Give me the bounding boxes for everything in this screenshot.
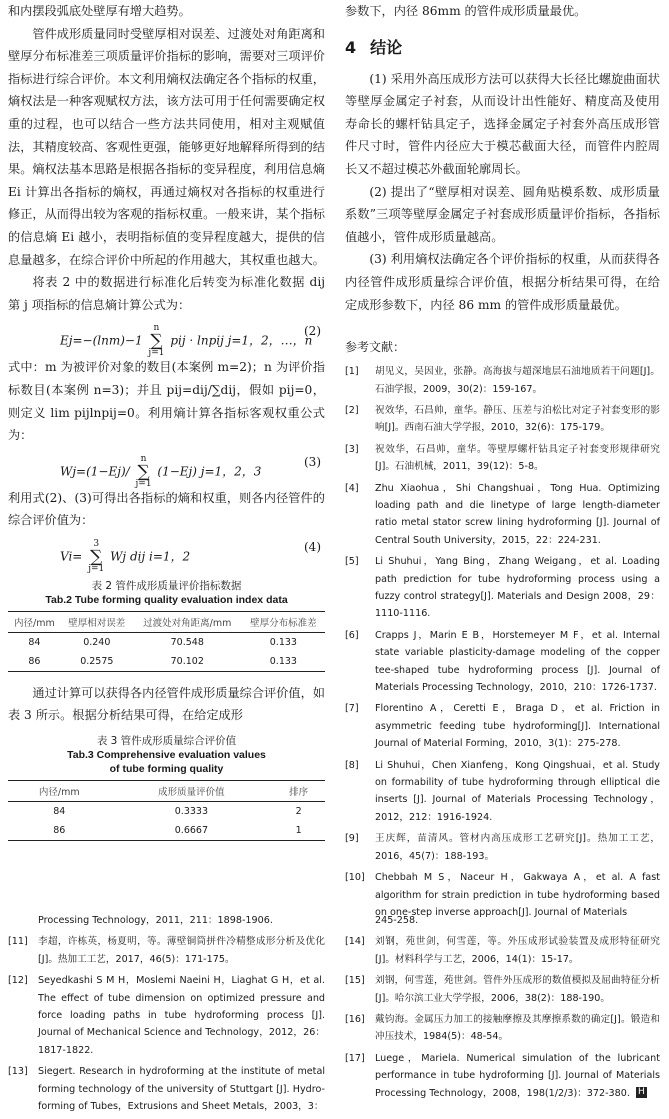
left-column [8, 0, 325, 841]
references-heading: 参考文献： [345, 340, 406, 355]
reference-item: [15] 刘钢，何雪莲，苑世剑。管件外压成形的数值模拟及屈曲特征分析[J]。哈尔滨工业大学学报，2006，38(2)：188-190。 [345, 975, 660, 1004]
equation-lhs: Vi= [60, 549, 83, 564]
table-cell: 2 [295, 806, 302, 818]
body-text: 管件成形质量同时受壁厚相对误差、过渡处对角距离和壁厚分布标准差三项质量评价指标的影响，需要对三项评价指标进行综合评价。本文利用熵权法确定各个指标的权重，熵权法是一种客观赋权方法，该方法可用于任何需要确定权重的过程，也可以结合一些方法共同使用，相对主观赋值法，其精度较高、客观性更强，能够更好地解释所得到的结果。熵权法基本思路是根据各指标的变异程度，利用信息熵 Ei 计算出各指标的熵权，再通过熵权对各指标的权重进行修正，从而得出较为客观的指标权重。一般来讲，某个指标的信息熵 Ei 越小，表明指标值的变异程度越大，提供的信息量越多，在综合评价中所起的作用越大，其权重也越大。 [8, 26, 325, 267]
table-caption-cn: 表 3 管件成形质量综合评价值 [96, 735, 237, 748]
body-text: 参数下，内径 86mm 的管件成形质量最优。 [345, 4, 587, 18]
summation-symbol: 3 ∑ j=1 [88, 538, 105, 574]
reference-item: [5] Li Shuhui，Yang Bing，Zhang Weigang，et al. Loading path prediction for tube hydroforming process using a fuzzy control strategy[J]. Materials and Design 2008，29：1110-1116. [345, 556, 660, 620]
section-heading [345, 35, 660, 58]
journal-end-mark-icon: H [636, 1087, 647, 1098]
table-3 [8, 780, 325, 841]
equation-rhs: pij · lnpij j=1，2，…，n [170, 333, 313, 348]
table-cell: 0.2575 [61, 652, 133, 672]
reference-item: [7] Florentino A，Ceretti E，Braga D，et al. Friction in asymmetric feeding tube hydroforming[J]. International Journal of Material Forming，2010，3(1)：275-278. [345, 703, 660, 750]
table-cell: 0.133 [242, 652, 325, 672]
section-title: 结论 [370, 37, 403, 57]
reference-item: [2] 祝效华，石昌帅，童华。静压、压差与泊松比对定子衬套变形的影响[J]。西南石油大学学报，2010，32(6)：175-179。 [345, 404, 660, 434]
table-header: 内径/mm [8, 611, 61, 632]
summation-symbol: n ∑ j=1 [148, 323, 165, 359]
table-caption-en: Tab.3 Comprehensive evaluation values [67, 749, 266, 762]
reference-item: [12] Seyedkashi S M H，Moslemi Naeini H，Liaghat G H，et al. The effect of tube dimension on optimized pressure and force loading paths in tube hydroforming process [J]. Journal of Mechanical Science and Technology，2012，26：1817-1822. [8, 975, 325, 1056]
equation-number: (3) [304, 454, 321, 469]
equation-number: (2) [304, 324, 321, 339]
equation-number: (4) [304, 539, 321, 554]
summation-symbol: n ∑ j=1 [135, 453, 152, 489]
table-cell: 84 [28, 636, 41, 648]
table-caption-cn: 表 2 管件成形质量评价指标数据 [91, 579, 242, 592]
table-cell: 0.240 [83, 636, 111, 648]
reference-item: [17] Luege，Mariela. Numerical simulation of the lubricant performance in tube hydroforming [J]. Journal of Materials Processing Technology，2008，198(1/2/3)：372-380. H [345, 1052, 660, 1099]
reference-item: [3] 祝效华，石昌帅，童华。等壁厚螺杆钻具定子衬套变形规律研究[J]。石油机械，2011，39(12)：5-8。 [345, 443, 660, 473]
table-header: 过渡处对角距离/mm [133, 611, 242, 632]
right-column [345, 0, 660, 925]
table-cell: 70.102 [133, 652, 242, 672]
equation-rhs: (1−Ej) j=1，2，3 [157, 464, 262, 479]
table-row [8, 821, 325, 841]
table-cell: 0.6667 [111, 821, 273, 841]
body-text: 通过计算可以获得各内径管件成形质量综合评价值，如表 3 所示。根据分析结果可得，在给定成形 [8, 685, 325, 723]
table-caption-en: Tab.2 Tube forming quality evaluation index data [45, 593, 288, 606]
table-row [8, 652, 325, 672]
table-cell: 1 [272, 821, 325, 841]
reference-item: [6] Crapps J，Marin E B，Horstemeyer M F，et al. Internal state variable plasticity-damage modeling of the copper tee-shaped tube hydroforming process [J]. Journal of Materials Processing Technology，2010，210：1726-1737. [345, 629, 660, 694]
reference-item: [14] 刘钢，苑世剑，何雪莲，等。外压成形试验装置及成形特征研究[J]。材料科学与工艺，2006，14(1)：15-17。 [345, 936, 660, 965]
table-header: 壁厚相对误差 [61, 611, 133, 632]
table-cell: 86 [8, 821, 111, 841]
reference-item: [8] Li Shuhui，Chen Xianfeng，Kong Qingshuai，et al. Study on formability of tube hydroforming through elliptical die inserts [J]. Journal of Materials Processing Technology，2012，212：1916-1924. [345, 759, 660, 823]
body-text: 和内摆段弧底处壁厚有增大趋势。 [8, 4, 191, 18]
reference-item: [10] Chebbah M S，Naceur H，Gakwaya A，et al. A fast algorithm for strain prediction in tube hydroforming based on one-step inverse approach[J]. Journal of Materials [345, 872, 660, 918]
section-number: 4 [345, 37, 357, 57]
conclusion-item: (3) 利用熵权法确定各个评价指标的权重，从而获得各内径管件成形质量综合评价值，根据分析结果可得，在给定成形参数下，内径 86 mm 的管件成形质量最优。 [345, 252, 660, 312]
equation-lhs: Wj=(1−Ej)/ [60, 464, 130, 479]
table-cell: 70.548 [170, 636, 204, 648]
table-header: 内径/mm [8, 781, 111, 802]
equation-3 [8, 447, 325, 487]
table-header: 壁厚分布标准差 [242, 611, 325, 632]
equation-rhs: Wj dij i=1，2 [110, 549, 191, 564]
table-header: 成形质量评价值 [111, 781, 273, 802]
table-cell: 84 [53, 806, 66, 818]
reference-item: [9] 王庆辉，苗清风。管材内高压成形工艺研究[J]。热加工工艺，2016，45(7)：188-193。 [345, 833, 660, 862]
conclusion-item: (2) 提出了“壁厚相对误差、圆角贴模系数、成形质量系数”三项等壁厚金属定子衬套成形质量评价指标，各指标值越小，管件成形质量越高。 [345, 184, 660, 244]
equation-2 [8, 316, 325, 359]
table-2 [8, 611, 325, 672]
table-header: 排序 [272, 781, 325, 802]
body-text: 利用式(2)、(3)可得出各指标的熵和权重，则各内径管件的综合评价值为： [8, 490, 325, 528]
reference-continuation: Processing Technology，2011，211：1898-1906. [38, 915, 273, 926]
table-cell: 0.133 [269, 636, 297, 648]
table-caption-en: of tube forming quality [109, 763, 224, 776]
references-bottom-left [8, 912, 325, 1119]
reference-item: [11] 李超，许栋英，杨夏明，等。薄壁铜筒拼件冷精整成形分析及优化[J]。热加工工艺，2017，46(5)：171-175。 [8, 936, 325, 965]
references-bottom-right [345, 912, 660, 1106]
table-row [8, 632, 325, 652]
reference-item: [16] 戴钧海。金属压力加工的接触摩擦及其摩擦系数的确定[J]。锻造和冲压技术，1984(5)：48-54。 [345, 1014, 660, 1043]
table-cell: 0.3333 [174, 806, 208, 818]
table-row [8, 802, 325, 822]
conclusion-item: (1) 采用外高压成形方法可以获得大长径比螺旋曲面状等壁厚金属定子衬套，从而设计出性能好、精度高及使用寿命长的螺杆钻具定子，选择金属定子衬套外高压成形管件尺寸时，管件内径应大于模芯截面大径，而管件内腔周长又不超过模芯外截面轮廓周长。 [345, 71, 660, 176]
reference-item: [13] Siegert. Research in hydroforming at the institute of metal forming technology of the university of Stuttgart [J]. Hydro-forming of Tubes，Extrusions and Sheet Metals，2003，3： [8, 1066, 325, 1113]
reference-item: [4] Zhu Xiaohua，Shi Changshuai，Tong Hua. Optimizing loading path and die linetype of large length-diameter ratio metal stator screw lining hydroforming [J]. Journal of Central South University，2015，22：224-231. [345, 482, 660, 546]
reference-item: [1] 胡见义，吴因业，张静。高海拔与超深地层石油地质若干问题[J]。石油学报，2009，30(2)：159-167。 [345, 366, 660, 395]
table-cell: 86 [8, 652, 61, 672]
body-text: 式中：m 为被评价对象的数目(本案例 m=2)；n 为评价指标数目(本案例 n=3)；并且 pij=dij/∑dij，假如 pij=0，则定义 lim pijlnpij=0。利用熵计算各指标客观权重公式为： [8, 360, 325, 443]
reference-continuation: 245-258. [375, 915, 419, 926]
equation-4 [8, 532, 325, 572]
body-text: 将表 2 中的数据进行标准化后转变为标准化数据 dij 第 j 项指标的信息熵计算公式为： [8, 275, 325, 312]
equation-lhs: Ej=−(lnm)−1 [60, 333, 143, 348]
